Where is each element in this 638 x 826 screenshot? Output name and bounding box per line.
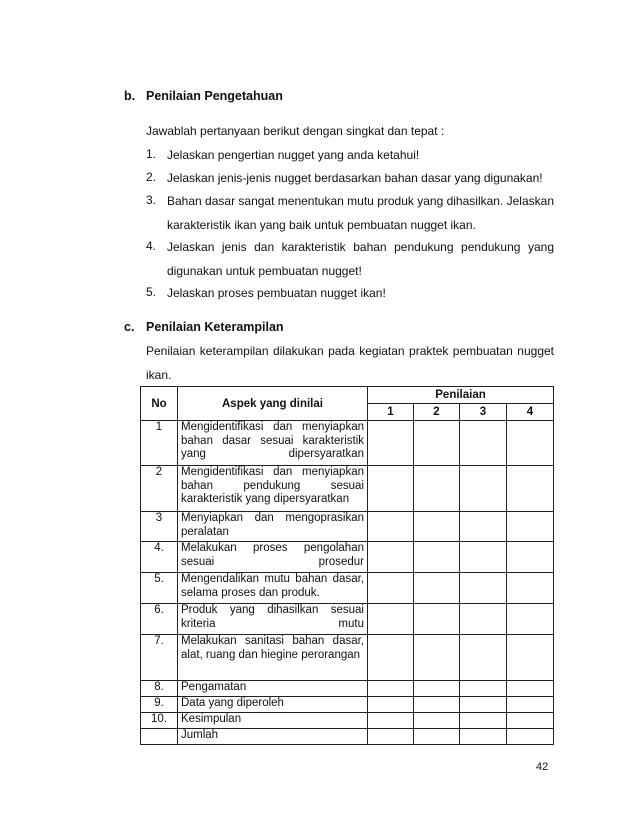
score-cell[interactable] xyxy=(414,604,460,635)
score-cell[interactable] xyxy=(507,713,554,729)
row-number: 2 xyxy=(141,466,178,512)
score-cell[interactable] xyxy=(460,421,507,466)
section-b-letter: b. xyxy=(124,89,136,103)
score-cell[interactable] xyxy=(507,466,554,512)
score-cell[interactable] xyxy=(368,729,414,745)
section-c-description: Penilaian keterampilan dilakukan pada kegiatan praktek pembuatan nugget ikan. xyxy=(146,344,554,382)
score-cell[interactable] xyxy=(368,573,414,604)
score-cell[interactable] xyxy=(507,697,554,713)
score-header: 1 xyxy=(368,404,414,421)
score-cell[interactable] xyxy=(507,604,554,635)
table-header-row xyxy=(141,387,554,404)
row-aspek: Mengidentifikasi dan menyiapkan bahan dasar sesuai karakteristik yang dipersyaratkan xyxy=(178,421,368,466)
question-text: Jelaskan jenis dan karakteristik bahan pendukung pendukung yang digunakan untuk pembuatan nugget! xyxy=(167,240,554,278)
row-aspek: Produk yang dihasilkan sesuai kriteria mutu xyxy=(178,604,368,635)
section-b-instruction: Jawablah pertanyaan berikut dengan singkat dan tepat : xyxy=(146,124,445,138)
score-cell[interactable] xyxy=(507,635,554,681)
row-number: 6. xyxy=(141,604,178,635)
header-penilaian: Penilaian xyxy=(368,387,554,404)
score-cell[interactable] xyxy=(460,573,507,604)
question-text: Jelaskan proses pembuatan nugget ikan! xyxy=(167,286,386,300)
score-cell[interactable] xyxy=(414,573,460,604)
score-cell[interactable] xyxy=(368,635,414,681)
row-aspek: Kesimpulan xyxy=(178,713,368,729)
score-cell[interactable] xyxy=(460,466,507,512)
table-row xyxy=(141,635,554,681)
score-cell[interactable] xyxy=(507,512,554,542)
score-cell[interactable] xyxy=(368,604,414,635)
score-cell[interactable] xyxy=(460,713,507,729)
score-cell[interactable] xyxy=(368,542,414,573)
row-number: 10. xyxy=(141,713,178,729)
score-cell[interactable] xyxy=(460,542,507,573)
score-cell[interactable] xyxy=(414,466,460,512)
table-row xyxy=(141,604,554,635)
question-number: 4. xyxy=(146,239,157,253)
row-number: 3 xyxy=(141,512,178,542)
table-row xyxy=(141,512,554,542)
score-cell[interactable] xyxy=(414,729,460,745)
section-c-title: Penilaian Keterampilan xyxy=(146,320,284,334)
score-cell[interactable] xyxy=(460,604,507,635)
score-cell[interactable] xyxy=(414,421,460,466)
score-cell[interactable] xyxy=(368,512,414,542)
score-cell[interactable] xyxy=(507,681,554,697)
row-aspek: Menyiapkan dan mengoprasikan peralatan xyxy=(178,512,368,542)
question-text: Jelaskan pengertian nugget yang anda ketahui! xyxy=(167,148,420,162)
table-row xyxy=(141,713,554,729)
row-aspek: Melakukan sanitasi bahan dasar, alat, ruang dan hiegine perorangan xyxy=(178,635,368,681)
row-number xyxy=(141,729,178,745)
section-b-heading xyxy=(124,89,283,103)
score-cell[interactable] xyxy=(507,573,554,604)
score-header: 4 xyxy=(507,404,554,421)
score-cell[interactable] xyxy=(414,681,460,697)
score-cell[interactable] xyxy=(460,681,507,697)
table-row xyxy=(141,466,554,512)
question-number: 2. xyxy=(146,170,157,184)
score-cell[interactable] xyxy=(460,697,507,713)
question-text: Bahan dasar sangat menentukan mutu produk yang dihasilkan. Jelaskan karakteristik ikan yang baik untuk pembuatan nugget ikan. xyxy=(167,194,554,232)
row-aspek: Pengamatan xyxy=(178,681,368,697)
section-c-letter: c. xyxy=(124,320,135,334)
row-aspek: Melakukan proses pengolahan sesuai prosedur xyxy=(178,542,368,573)
row-number: 8. xyxy=(141,681,178,697)
row-number: 4. xyxy=(141,542,178,573)
question-number: 5. xyxy=(146,285,157,299)
question-number: 1. xyxy=(146,147,157,161)
score-cell[interactable] xyxy=(368,466,414,512)
row-aspek: Data yang diperoleh xyxy=(178,697,368,713)
section-c-heading xyxy=(124,320,284,334)
score-cell[interactable] xyxy=(460,635,507,681)
table-row-total xyxy=(141,729,554,745)
row-number: 1 xyxy=(141,421,178,466)
score-cell[interactable] xyxy=(414,512,460,542)
score-header: 2 xyxy=(414,404,460,421)
question-text: Jelaskan jenis-jenis nugget berdasarkan bahan dasar yang digunakan! xyxy=(167,171,543,185)
section-b-title: Penilaian Pengetahuan xyxy=(146,89,283,103)
question-number: 3. xyxy=(146,193,157,207)
score-cell[interactable] xyxy=(368,697,414,713)
row-aspek: Mengidentifikasi dan menyiapkan bahan pendukung sesuai karakteristik yang dipersyaratkan xyxy=(178,466,368,512)
row-number: 7. xyxy=(141,635,178,681)
score-cell[interactable] xyxy=(460,512,507,542)
header-no: No xyxy=(141,387,178,421)
score-cell[interactable] xyxy=(414,635,460,681)
table-row xyxy=(141,573,554,604)
score-cell[interactable] xyxy=(414,697,460,713)
assessment-table xyxy=(140,386,554,745)
table-row xyxy=(141,421,554,466)
header-aspek: Aspek yang dinilai xyxy=(178,387,368,421)
row-number: 5. xyxy=(141,573,178,604)
score-cell[interactable] xyxy=(507,421,554,466)
score-cell[interactable] xyxy=(414,542,460,573)
score-cell[interactable] xyxy=(507,542,554,573)
table-row xyxy=(141,542,554,573)
row-number: 9. xyxy=(141,697,178,713)
score-cell[interactable] xyxy=(368,713,414,729)
score-cell[interactable] xyxy=(460,729,507,745)
score-cell[interactable] xyxy=(368,681,414,697)
row-aspek: Mengendalikan mutu bahan dasar, selama proses dan produk. xyxy=(178,573,368,604)
row-aspek: Jumlah xyxy=(178,729,368,745)
score-cell[interactable] xyxy=(414,713,460,729)
score-cell[interactable] xyxy=(368,421,414,466)
score-cell[interactable] xyxy=(507,729,554,745)
page-number: 42 xyxy=(536,761,549,773)
table-row xyxy=(141,681,554,697)
table-row xyxy=(141,697,554,713)
score-header: 3 xyxy=(460,404,507,421)
